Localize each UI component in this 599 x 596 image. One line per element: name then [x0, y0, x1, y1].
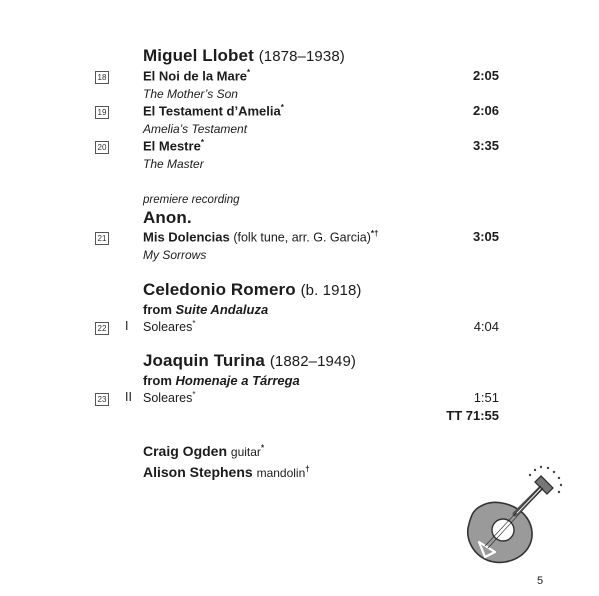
track-number-box: 19 [95, 106, 109, 119]
track-title: Soleares* [143, 390, 196, 406]
composer-heading-turina: Joaquin Turina (1882–1949) [143, 351, 356, 370]
track-number-box: 22 [95, 322, 109, 335]
track-translation: The Mother’s Son [143, 87, 238, 101]
track-duration: 2:06 [472, 103, 499, 118]
composer-dates: (1878–1938) [258, 48, 345, 65]
track-number-box: 21 [95, 232, 109, 245]
track-translation: Amelia’s Testament [143, 122, 248, 136]
composer-heading-romero: Celedonio Romero (b. 1918) [143, 280, 362, 299]
track-duration: 1:51 [473, 390, 499, 405]
track-duration: 2:05 [472, 68, 499, 83]
track-title: El Noi de la Mare* [143, 68, 251, 84]
performer-guitar: Craig Ogden guitar* [143, 443, 265, 459]
track-duration: 3:05 [472, 229, 499, 244]
work-subheading: from Suite Andaluza [143, 302, 269, 317]
track-title: Mis Dolencias (folk tune, arr. G. Garcia)*† [143, 229, 379, 245]
composer-dates: (1882–1949) [269, 353, 356, 370]
page-number: 5 [537, 575, 544, 587]
track-title: Soleares* [143, 319, 196, 335]
track-number-box: 20 [95, 141, 109, 154]
work-subheading: from Homenaje a Tárrega [143, 373, 300, 388]
track-number-box: 18 [95, 71, 109, 84]
track-duration: 4:04 [473, 319, 499, 334]
track-duration: 3:35 [472, 138, 499, 153]
composer-dates: (b. 1918) [300, 282, 362, 299]
track-translation: The Master [143, 157, 204, 171]
total-time: TT 71:55 [446, 408, 499, 423]
track-title: El Testament d’Amelia* [143, 103, 284, 119]
composer-heading-llobet: Miguel Llobet (1878–1938) [143, 46, 345, 65]
track-title: El Mestre* [143, 138, 204, 154]
premiere-note: premiere recording [143, 194, 240, 206]
track-translation: My Sorrows [143, 248, 207, 262]
composer-heading-anon: Anon. [143, 208, 192, 227]
movement-number: II [125, 390, 132, 404]
mandolin-icon [455, 462, 570, 572]
track-number-box: 23 [95, 393, 109, 406]
movement-number: I [125, 319, 129, 333]
performer-mandolin: Alison Stephens mandolin† [143, 464, 310, 480]
